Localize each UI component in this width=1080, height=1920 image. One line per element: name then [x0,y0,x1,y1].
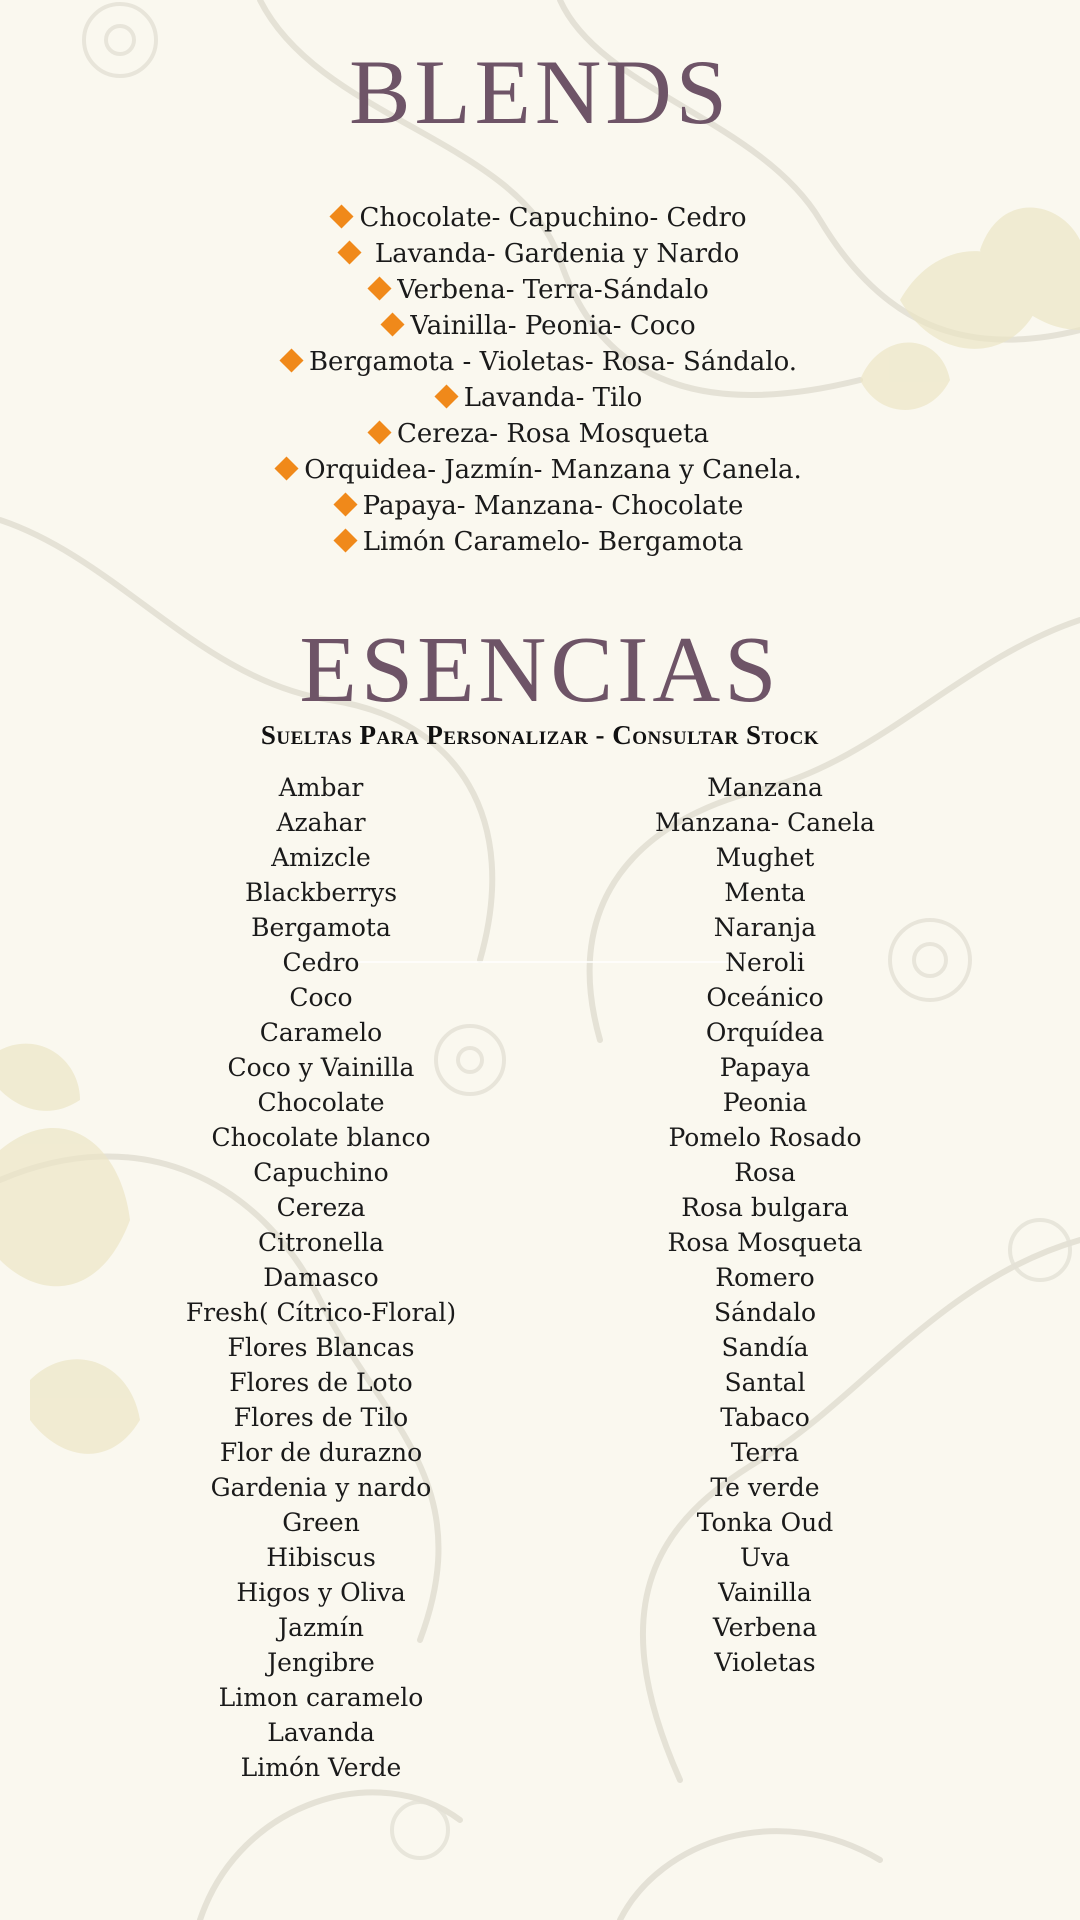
esencias-subtitle: Sueltas Para Personalizar - Consultar Stock [260,720,820,750]
esencia-item: Chocolate blanco [211,1123,431,1152]
esencia-item: Orquídea [705,1018,825,1047]
esencia-item: Cereza [276,1193,366,1222]
blends-title: BLENDS [349,41,731,143]
blend-item-label: Verbena- Terra-Sándalo [397,275,709,305]
esencia-item: Coco [289,983,353,1012]
blend-item [0,272,1080,308]
esencia-item: Ambar [278,773,364,802]
esencia-item: Coco y Vainilla [227,1053,415,1082]
esencias-left-column [121,770,521,1785]
esencia-item: Limon caramelo [218,1683,424,1712]
blend-item-label: Limón Caramelo- Bergamota [362,527,744,557]
blend-item [0,488,1080,524]
esencia-item: Bergamota [251,913,391,942]
esencia-item: Peonia [722,1088,808,1117]
esencia-item: Jazmín [278,1613,364,1642]
esencia-item: Uva [739,1543,791,1572]
orange-diamond-icon [275,456,299,480]
esencia-item: Terra [730,1438,800,1467]
blend-item-label: Lavanda- Tilo [463,383,643,413]
esencia-item: Rosa bulgara [681,1193,849,1222]
esencia-item: Verbena [712,1613,818,1642]
esencia-item: Chocolate [257,1088,385,1117]
esencia-item: Cedro [282,948,360,977]
esencia-item: Fresh( Cítrico-Floral) [185,1298,457,1327]
blend-item-label: Orquidea- Jazmín- Manzana y Canela. [304,455,802,485]
orange-diamond-icon [381,312,405,336]
esencia-item: Caramelo [259,1018,383,1047]
esencia-item: Mughet [715,843,815,872]
esencia-item: Sandía [721,1333,809,1362]
esencia-item: Rosa Mosqueta [667,1228,863,1257]
esencia-item: Naranja [713,913,817,942]
orange-diamond-icon [279,348,303,372]
blend-item [0,452,1080,488]
esencia-item: Gardenia y nardo [210,1473,432,1502]
esencia-item: Pomelo Rosado [668,1123,862,1152]
esencia-item: Flores de Tilo [233,1403,409,1432]
esencia-item: Hibiscus [266,1543,376,1572]
esencia-item: Te verde [710,1473,820,1502]
esencia-item: Jengibre [267,1648,375,1677]
esencia-item: Citronella [258,1228,384,1257]
esencia-item: Green [282,1508,360,1537]
esencia-item: Higos y Oliva [236,1578,406,1607]
esencia-item: Amizcle [271,843,371,872]
blend-item-label: Bergamota - Violetas- Rosa- Sándalo. [308,347,798,377]
esencia-item: Vainilla [718,1578,812,1607]
blend-item-label: Lavanda- Gardenia y Nardo [366,239,740,269]
orange-diamond-icon [333,528,357,552]
blend-item [0,236,1080,272]
blend-item [0,524,1080,560]
orange-diamond-icon [330,204,354,228]
esencia-item: Sándalo [713,1298,817,1327]
esencia-item: Violetas [714,1648,816,1677]
esencia-item: Lavanda [267,1718,375,1747]
esencia-item: Neroli [725,948,805,977]
esencia-item: Tabaco [720,1403,810,1432]
blend-item [0,344,1080,380]
esencia-item: Flores Blancas [227,1333,415,1362]
esencia-item: Romero [715,1263,815,1292]
orange-diamond-icon [368,276,392,300]
esencia-item: Flor de durazno [219,1438,423,1467]
esencia-item: Limón Verde [240,1753,402,1782]
esencias-title: ESENCIAS [299,618,781,722]
esencia-item: Papaya [719,1053,811,1082]
blend-item [0,200,1080,236]
blend-item [0,380,1080,416]
esencia-item: Blackberrys [244,878,398,907]
esencia-item: Flores de Loto [229,1368,413,1397]
blend-item-label: Papaya- Manzana- Chocolate [362,491,744,521]
esencia-item: Menta [724,878,806,907]
esencia-item: Santal [724,1368,806,1397]
blends-list [0,200,1080,560]
esencia-item: Capuchino [253,1158,389,1187]
esencia-item: Damasco [263,1263,379,1292]
esencias-right-column [565,770,965,1680]
esencia-item: Manzana [707,773,823,802]
orange-diamond-icon [434,384,458,408]
blend-item [0,308,1080,344]
esencia-item: Manzana- Canela [655,808,875,837]
blend-item-label: Cereza- Rosa Mosqueta [396,419,710,449]
orange-diamond-icon [337,240,361,264]
blend-item-label: Vainilla- Peonia- Coco [410,311,696,341]
orange-diamond-icon [367,420,391,444]
blend-item-label: Chocolate- Capuchino- Cedro [359,203,747,233]
esencia-item: Rosa [734,1158,796,1187]
blend-item [0,416,1080,452]
orange-diamond-icon [333,492,357,516]
esencia-item: Oceánico [706,983,824,1012]
esencia-item: Azahar [276,808,366,837]
esencia-item: Tonka Oud [696,1508,834,1537]
